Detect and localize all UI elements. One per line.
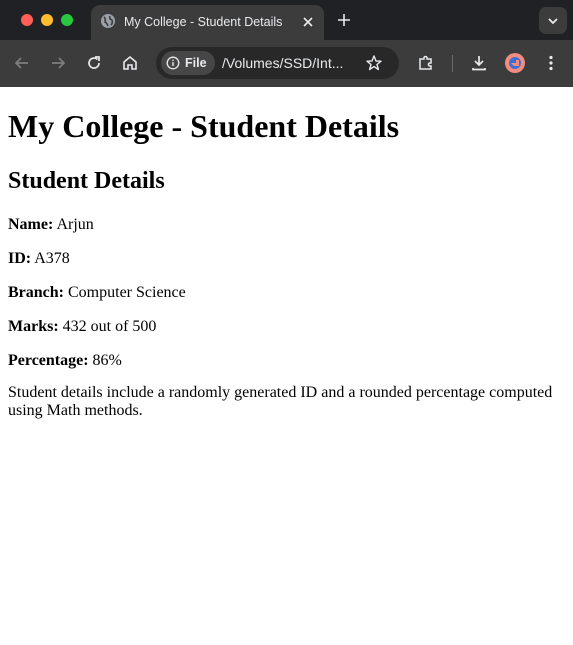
details-note: Student details include a randomly generated ID and a rounded percentage computed using Math methods. xyxy=(8,384,553,419)
arrow-left-icon[interactable] xyxy=(12,53,32,73)
field-value: Arjun xyxy=(56,216,94,233)
toolbar-divider xyxy=(452,55,453,72)
close-icon[interactable] xyxy=(300,14,316,30)
section-heading: Student Details xyxy=(8,168,165,194)
puzzle-icon[interactable] xyxy=(416,53,436,73)
reload-icon[interactable] xyxy=(84,53,104,73)
browser-toolbar xyxy=(0,40,573,87)
info-icon xyxy=(166,56,180,70)
arrow-right-icon[interactable] xyxy=(48,53,68,73)
field-value: 86% xyxy=(92,352,122,369)
field-value: 432 out of 500 xyxy=(62,318,157,335)
field-label: Branch: xyxy=(8,284,64,301)
active-tab[interactable] xyxy=(91,5,324,40)
avatar-icon[interactable] xyxy=(505,53,525,73)
field-name xyxy=(8,215,94,235)
download-icon[interactable] xyxy=(469,53,489,73)
page-title: My College - Student Details xyxy=(8,108,400,144)
field-value: A378 xyxy=(34,250,70,267)
field-percentage xyxy=(8,351,122,371)
chevron-down-icon xyxy=(547,15,559,27)
star-icon[interactable] xyxy=(365,54,383,72)
url-text[interactable]: /Volumes/SSD/Int... xyxy=(222,55,344,71)
field-label: Name: xyxy=(8,216,54,233)
field-marks xyxy=(8,317,156,337)
minimize-window-button[interactable] xyxy=(41,14,53,26)
site-info-chip[interactable] xyxy=(161,51,215,75)
page-content xyxy=(0,87,573,645)
address-bar[interactable] xyxy=(156,47,399,79)
profile-glyph-icon xyxy=(508,56,522,70)
kebab-menu-icon[interactable] xyxy=(541,53,561,73)
field-label: ID: xyxy=(8,250,32,267)
field-value: Computer Science xyxy=(68,284,186,301)
zoom-window-button[interactable] xyxy=(61,14,73,26)
tab-title: My College - Student Details xyxy=(124,15,283,29)
field-label: Marks: xyxy=(8,318,59,335)
field-label: Percentage: xyxy=(8,352,89,369)
close-window-button[interactable] xyxy=(21,14,33,26)
plus-icon[interactable] xyxy=(335,11,353,29)
site-info-label: File xyxy=(185,56,207,70)
globe-icon xyxy=(100,13,116,29)
home-icon[interactable] xyxy=(120,53,140,73)
tab-search-button[interactable] xyxy=(539,7,567,34)
field-id xyxy=(8,249,70,269)
field-branch xyxy=(8,283,186,303)
tab-strip xyxy=(0,0,573,40)
